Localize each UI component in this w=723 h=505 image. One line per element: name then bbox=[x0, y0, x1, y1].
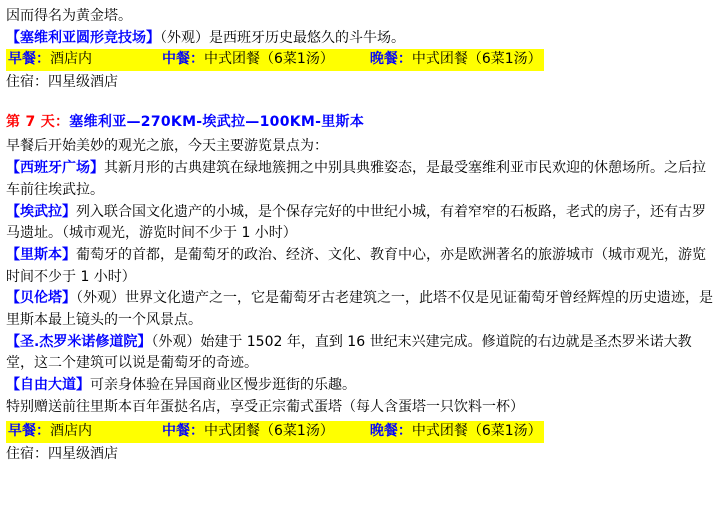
spain-square-label: 【西班牙广场】 bbox=[6, 160, 104, 177]
belem-tower-text: 世界文化遗产之一，它是葡萄牙古老建筑之一，此塔不仅是见证葡萄牙曾经辉煌的历史遗迹，是里斯本最上镜头的一个风景点。 bbox=[6, 290, 713, 328]
spain-square-para bbox=[6, 158, 715, 201]
belem-tower-label: 【贝伦塔】 bbox=[6, 290, 76, 307]
lunch-label-day6: 中餐： bbox=[162, 51, 204, 68]
meals-day7 bbox=[6, 421, 715, 443]
spain-square-text: 其新月形的古典建筑在绿地簇拥之中别具典雅姿态，是最受塞维利亚市民欢迎的休憩场所。之后拉车前往埃武拉。 bbox=[6, 160, 706, 198]
lunch-value-day6: 中式团餐（6菜1汤） bbox=[204, 51, 334, 68]
belem-tower-suffix: （外观） bbox=[76, 290, 125, 307]
bullring-text: （外观）是西班牙历史最悠久的斗牛场。 bbox=[160, 29, 405, 46]
day7-intro: 早餐后开始美妙的观光之旅，今天主要游览景点为： bbox=[6, 138, 328, 155]
stay-day7: 住宿：四星级酒店 bbox=[6, 446, 118, 463]
breakfast-value-day7: 酒店内 bbox=[50, 423, 92, 440]
meals-day7-highlight bbox=[6, 421, 544, 443]
meals-day6-highlight bbox=[6, 49, 544, 71]
breakfast-value-day6: 酒店内 bbox=[50, 51, 92, 68]
dinner-value-day7: 中式团餐（6菜1汤） bbox=[411, 423, 542, 440]
gift-note: 特别赠送前往里斯本百年蛋挞名店，享受正宗葡式蛋塔（每人含蛋塔一只饮料一杯） bbox=[6, 398, 524, 415]
lisbon-text: 葡萄牙的首都，是葡萄牙的政治、经济、文化、教育中心，亦是欧洲著名的旅游城市（城市观光，游览时间不少于 1 小时） bbox=[6, 246, 706, 285]
section-gap bbox=[6, 94, 715, 112]
jeronimos-label: 【圣.杰罗米诺修道院】 bbox=[6, 333, 152, 350]
day7-title bbox=[6, 112, 715, 134]
stay-day6: 住宿：四星级酒店 bbox=[6, 74, 118, 91]
lunch-value-day7: 中式团餐（6菜1汤） bbox=[204, 423, 334, 440]
day7-number: 第 7 天： bbox=[6, 113, 70, 130]
dinner-label-day6: 晚餐： bbox=[369, 51, 412, 68]
jeronimos-text: 始建于 1502 年，直到 16 世纪末兴建完成。修道院的右边就是圣杰罗米诺大教堂，这二个建筑可以说是葡萄牙的奇迹。 bbox=[6, 333, 692, 372]
day7-route: 塞维利亚—270KM-埃武拉—100KM-里斯本 bbox=[69, 113, 365, 130]
lisbon-label: 【里斯本】 bbox=[6, 246, 76, 263]
meals-day6 bbox=[6, 49, 715, 71]
bullring-label: 【塞维利亚圆形竞技场】 bbox=[6, 29, 160, 46]
jeronimos-para bbox=[6, 332, 715, 375]
lunch-label-day7: 中餐： bbox=[162, 423, 204, 440]
dinner-label-day7: 晚餐： bbox=[369, 423, 412, 440]
liberty-avenue-label: 【自由大道】 bbox=[6, 377, 90, 393]
dinner-value-day6: 中式团餐（6菜1汤） bbox=[411, 51, 542, 68]
belem-tower-para bbox=[6, 288, 715, 331]
liberty-avenue-text: 可亲身体验在异国商业区慢步逛街的乐趣。 bbox=[90, 377, 356, 393]
evora-para bbox=[6, 202, 715, 245]
bullring-line bbox=[6, 28, 715, 50]
evora-label: 【埃武拉】 bbox=[6, 203, 76, 220]
jeronimos-suffix: （外观） bbox=[151, 333, 201, 350]
breakfast-label-day7: 早餐： bbox=[8, 423, 50, 440]
breakfast-label-day6: 早餐： bbox=[8, 51, 50, 68]
intro-line: 因而得名为黄金塔。 bbox=[6, 8, 132, 24]
liberty-avenue-para bbox=[6, 375, 715, 397]
lisbon-para bbox=[6, 245, 715, 288]
evora-text: 列入联合国文化遗产的小城，是个保存完好的中世纪小城，有着窄窄的石板路，老式的房子，还有古罗马遗址。（城市观光，游览时间不少于 1 小时） bbox=[6, 203, 706, 242]
